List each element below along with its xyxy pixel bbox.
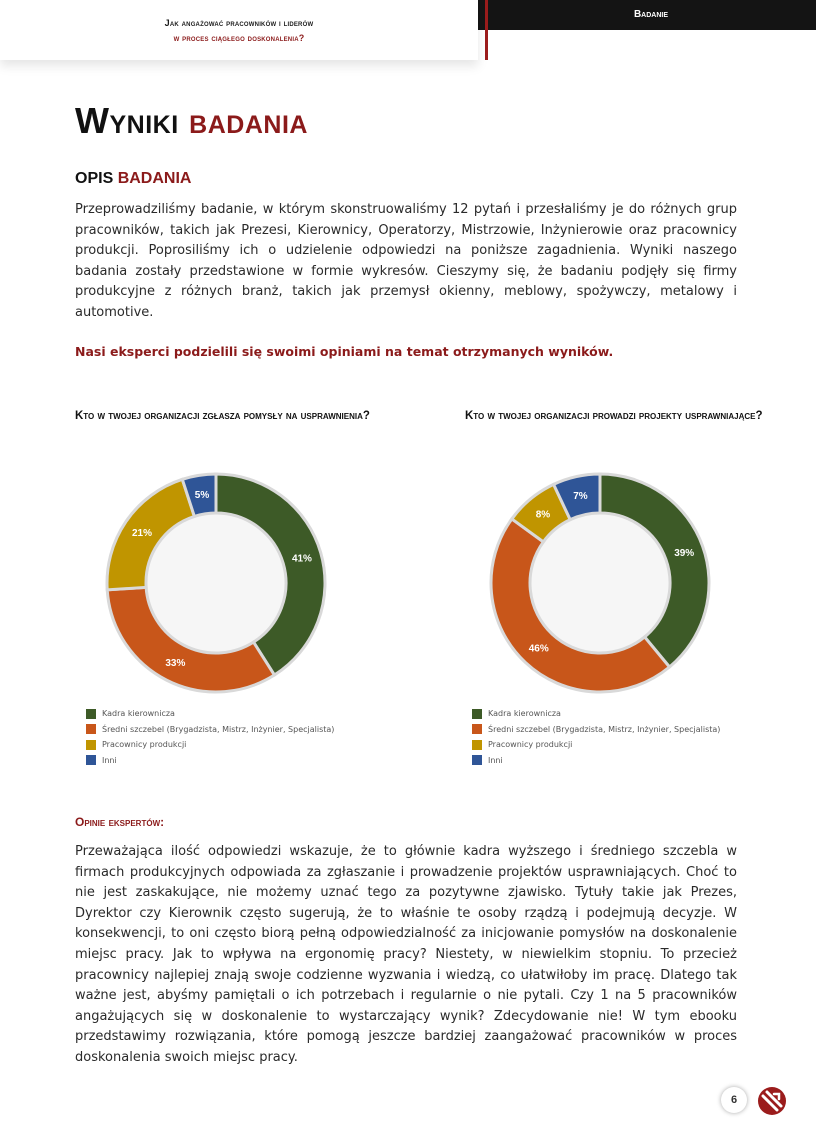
document-title — [0, 0, 478, 46]
chart2-label-2: 46% — [528, 643, 549, 655]
chart1-label-4: 5% — [194, 490, 210, 502]
intro-paragraph: Przeprowadziliśmy badanie, w którym skonstruowaliśmy 12 pytań i przesłaliśmy je do różnych grup pracowników, takich jak Prezesi, Kierownicy, Operatorzy, Mistrzowie, Inżynierowie oraz pracownicy produkcji. Poprosiliśmy ich o udzielenie odpowiedzi na poniższe zagadnienia. Wyniki naszego badania zostały przedstawione w formie wykresów. Cieszymy się, że badaniu podjęły się firmy produkcyjne z różnych branż, takich jak przemysł okienny, meblowy, spożywczy, metalowy i automotive. — [75, 202, 737, 320]
page-number: 6 — [721, 1087, 747, 1113]
section-title — [75, 170, 191, 188]
section-label: Badanie — [633, 9, 668, 20]
legend-label: Średni szczebel (Brygadzista, Mistrz, Inżynier, Specjalista) — [102, 724, 335, 734]
document-title-line2: w proces ciągłego doskonalenia? — [173, 33, 305, 43]
header-card — [0, 0, 478, 60]
company-logo-icon — [756, 1085, 788, 1117]
section-title-word2: BADANIA — [117, 170, 192, 187]
legend-item — [86, 737, 334, 753]
legend-label: Pracownicy produkcji — [488, 740, 573, 750]
chart2-donut — [465, 458, 765, 704]
header-accent-line — [485, 0, 488, 60]
chart1-title: Kto w twojej organizacji zgłasza pomysły na usprawnienia? — [75, 410, 370, 422]
legend-item — [472, 737, 720, 753]
legend-item — [86, 753, 334, 769]
legend-item — [86, 706, 334, 722]
chart2-label-1: 39% — [674, 548, 695, 560]
experts-paragraph: Przeważająca ilość odpowiedzi wskazuje, że to głównie kadra wyższego i średniego szczebla w firmach produkcyjnych odpowiada za zgłaszanie i prowadzenie projektów usprawniających. Choć to nie jest zaskakujące, nie możemy uznać tego za pozytywne zjawisko. Tytuły takie jak Prezes, Dyrektor czy Kierownik często sugerują, że to właśnie te osoby rządzą i podejmują decyzje. W konsekwencji, to oni często biorą pełną odpowiedzialność za inicjowanie pomysłów na doskonalenie miejsc pracy. Jak to wpływa na ergonomię pracy? Niestety, w niewielkim stopniu. To przecież pracownicy najlepiej znają swoje codzienne wyzwania i wiedzą, co ułatwiłoby im pracę. Dlatego tak ważne jest, abyśmy pamiętali o ich potrzebach i regularnie o nie pytali. Czy 1 na 5 pracowników angażujących się w doskonalenie to wystarczający wynik? Zdecydowanie nie! W tym ebooku przedstawimy rozwiązania, które pomogą jeszcze bardziej zaangażować pracowników w proces doskonalenia swoich miejsc pracy. — [75, 844, 737, 1065]
legend-item — [472, 753, 720, 769]
legend-swatch — [86, 755, 96, 765]
chart1-label-1: 41% — [291, 553, 312, 565]
legend-item — [86, 722, 334, 738]
legend-swatch — [86, 709, 96, 719]
legend-label: Inni — [102, 755, 117, 765]
legend-item — [472, 722, 720, 738]
chart2-legend — [472, 706, 720, 768]
chart1-legend — [86, 706, 334, 768]
chart2-label-3: 8% — [535, 509, 551, 521]
legend-swatch — [472, 740, 482, 750]
legend-swatch — [86, 724, 96, 734]
legend-swatch — [86, 740, 96, 750]
legend-label: Pracownicy produkcji — [102, 740, 187, 750]
experts-note: Nasi eksperci podzielili się swoimi opiniami na temat otrzymanych wyników. — [75, 344, 614, 359]
document-title-line1: Jak angażować pracowników i liderów — [164, 18, 314, 28]
legend-label: Kadra kierownicza — [102, 709, 175, 719]
legend-label: Średni szczebel (Brygadzista, Mistrz, Inżynier, Specjalista) — [488, 724, 721, 734]
chart2-label-4: 7% — [573, 491, 588, 503]
chart1-label-2: 33% — [165, 658, 186, 670]
legend-label: Kadra kierownicza — [488, 709, 561, 719]
legend-item — [472, 706, 720, 722]
page-title-word2: badania — [189, 100, 308, 141]
chart1-label-3: 21% — [131, 528, 152, 540]
legend-swatch — [472, 724, 482, 734]
section-title-word1: OPIS — [75, 170, 114, 187]
page-title — [75, 100, 308, 142]
page-title-word1: Wyniki — [75, 100, 179, 141]
legend-label: Inni — [488, 755, 503, 765]
legend-swatch — [472, 755, 482, 765]
experts-title: Opinie ekspertów: — [75, 815, 165, 829]
chart1-donut — [75, 458, 375, 704]
legend-swatch — [472, 709, 482, 719]
chart2-title: Kto w twojej organizacji prowadzi projekty usprawniające? — [465, 410, 763, 422]
